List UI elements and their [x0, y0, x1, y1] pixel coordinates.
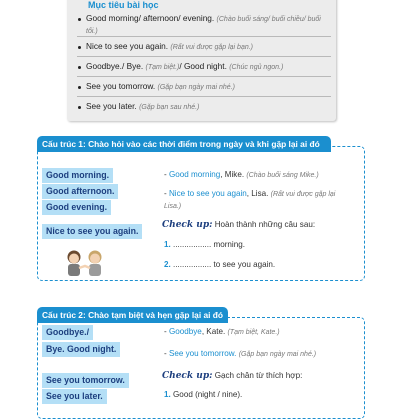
checkup-instruction: Hoàn thành những câu sau: [214, 220, 316, 229]
example-rest: , Lisa. [246, 189, 269, 198]
item-text: ................. morning. [173, 240, 245, 249]
checkup-2 [162, 370, 302, 382]
bullet-icon [78, 18, 81, 21]
item-text: Good (night / nine). [173, 390, 243, 399]
objectives-title: Mục tiêu bài học [88, 0, 159, 10]
item-number: 2. [164, 260, 171, 269]
bullet-icon [78, 106, 81, 109]
checkup-1-item-2 [164, 259, 275, 270]
example-dash: - [164, 349, 169, 358]
objective-text: Goodbye./ Bye. [86, 61, 144, 71]
example-2 [164, 348, 316, 360]
structure-2-title: Cấu trúc 2: Chào tạm biệt và hẹn gặp lại ai đó [37, 307, 228, 323]
list-item [77, 97, 331, 117]
item-text: ................. to see you again. [173, 260, 276, 269]
objective-text: Nice to see you again. [86, 41, 169, 51]
structure-2-box [37, 310, 365, 419]
item-number: 1. [164, 390, 171, 399]
checkup-1-item-1 [164, 239, 245, 250]
list-item [77, 37, 331, 57]
checkup-1 [162, 219, 315, 231]
example-2 [164, 188, 354, 212]
example-dash: - [164, 170, 169, 179]
list-item [77, 77, 331, 97]
objective-translation: (Tạm biệt.) [145, 64, 180, 71]
example-translation: (Gặp bạn ngày mai nhé.) [238, 351, 317, 358]
example-rest: , Mike. [220, 170, 245, 179]
phrase-nice-to-see-you: Nice to see you again. [42, 224, 142, 239]
phrase-good-morning: Good morning. [42, 168, 113, 183]
phrase-good-afternoon: Good afternoon. [42, 184, 118, 199]
phrase-bye-good-night: Bye. Good night. [42, 342, 120, 357]
example-dash: - [164, 327, 169, 336]
example-dash: - [164, 189, 169, 198]
example-phrase: Nice to see you again [168, 189, 247, 198]
bullet-icon [78, 46, 81, 49]
objectives-list [77, 13, 331, 117]
checkup-instruction: Gạch chân từ thích hợp: [214, 371, 303, 380]
objective-text: See you tomorrow. [86, 81, 156, 91]
example-translation: (Tạm biệt, Kate.) [227, 329, 280, 336]
objective-translation: (Gặp bạn ngày mai nhé.) [157, 84, 235, 91]
example-1 [164, 169, 319, 181]
list-item [77, 13, 331, 37]
item-number: 1. [164, 240, 171, 249]
list-item [77, 57, 331, 77]
example-phrase: See you tomorrow. [168, 349, 237, 358]
example-rest: , Kate. [201, 327, 226, 336]
objective-translation: (Gặp bạn sau nhé.) [139, 104, 200, 111]
bullet-icon [78, 66, 81, 69]
objective-translation: (Rất vui được gặp lại bạn.) [170, 44, 254, 51]
checkup-label: Check up: [162, 371, 213, 381]
structure-1-box [37, 139, 365, 281]
example-phrase: Goodbye [168, 327, 202, 336]
objective-translation-2: (Chúc ngủ ngon.) [229, 64, 284, 71]
objectives-notepad [67, 0, 336, 121]
objective-text: Good morning/ afternoon/ evening. [86, 13, 215, 23]
objective-text: See you later. [86, 101, 137, 111]
objective-text-2: / Good night. [179, 61, 227, 71]
phrase-see-you-later: See you later. [42, 389, 107, 404]
checkup-label: Check up: [162, 220, 213, 230]
phrase-goodbye: Goodbye./ [42, 325, 93, 340]
structure-1-title: Cấu trúc 1: Chào hỏi vào các thời điểm trong ngày và khi gặp lại ai đó [37, 136, 331, 152]
checkup-2-item-1 [164, 389, 242, 400]
example-translation: (Rất vui được gặp lại Lisa.) [164, 191, 336, 210]
phrase-see-you-tomorrow: See you tomorrow. [42, 373, 129, 388]
greeting-kids-illustration [62, 249, 108, 279]
example-1 [164, 326, 280, 338]
bullet-icon [78, 86, 81, 89]
phrase-good-evening: Good evening. [42, 200, 111, 215]
objective-translation: (Chào buổi sáng/ buổi chiều/ buổi tối.) [86, 16, 321, 35]
example-phrase: Good morning [168, 170, 221, 179]
example-translation: (Chào buổi sáng Mike.) [246, 172, 319, 179]
